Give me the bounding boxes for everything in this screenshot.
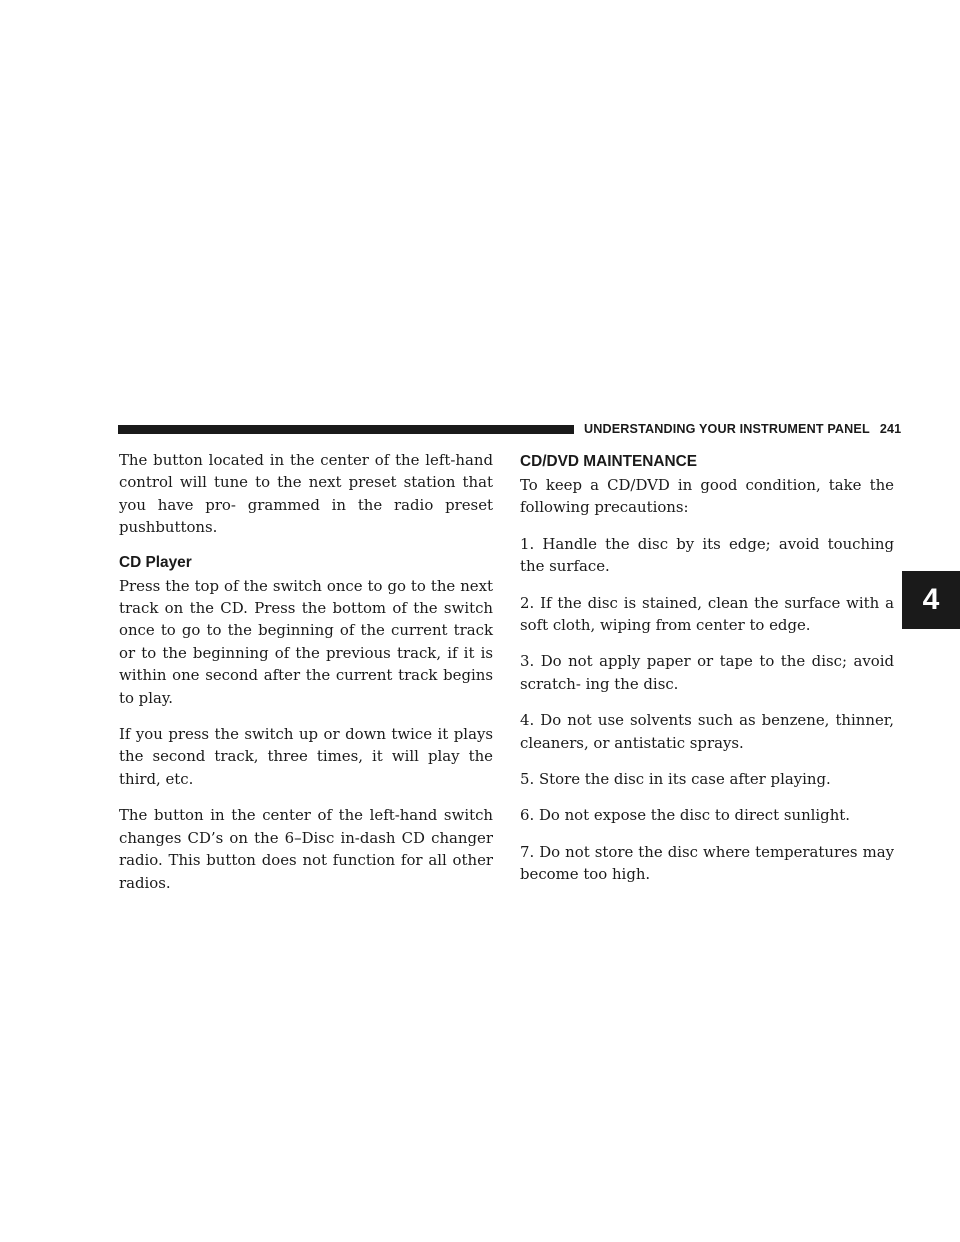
maintenance-step: 6. Do not expose the disc to direct sunlight.	[520, 806, 851, 825]
maintenance-step: 4. Do not use solvents such as benzene, thinner, cleaners, or antistatic sprays.	[520, 711, 894, 752]
cd-player-paragraph: If you press the switch up or down twice it plays the second track, three times, it will play the third, etc.	[119, 725, 493, 788]
right-column	[520, 449, 894, 900]
header-rule	[118, 425, 574, 434]
page-number: 241	[879, 422, 902, 436]
section-title: UNDERSTANDING YOUR INSTRUMENT PANEL	[584, 422, 870, 436]
maintenance-step: 1. Handle the disc by its edge; avoid touching the surface.	[520, 534, 894, 576]
cd-player-heading: CD Player	[119, 553, 192, 571]
cd-player-paragraph: The button in the center of the left-hand switch changes CD’s on the 6–Disc in-dash CD changer radio. This button does not function for all other radios.	[119, 806, 493, 892]
cd-player-paragraph: Press the top of the switch once to go to the next track on the CD. Press the bottom of the switch once to go to the beginning of the current track or to the beginning of the previous track, if it is within one second after the current track begins to play.	[119, 576, 493, 707]
chapter-tab: 4	[902, 571, 960, 629]
maintenance-heading: CD/DVD MAINTENANCE	[520, 453, 697, 470]
maintenance-intro: To keep a CD/DVD in good condition, take the following precautions:	[520, 476, 894, 517]
maintenance-step: 2. If the disc is stained, clean the surface with a soft cloth, wiping from center to edge.	[520, 593, 894, 635]
maintenance-step: 3. Do not apply paper or tape to the disc; avoid scratch- ing the disc.	[520, 652, 894, 693]
maintenance-step: 5. Store the disc in its case after playing.	[520, 770, 831, 789]
left-column	[119, 449, 493, 908]
running-header	[584, 421, 901, 437]
maintenance-step: 7. Do not store the disc where temperatures may become too high.	[520, 842, 894, 884]
preset-tuning-paragraph: The button located in the center of the left-hand control will tune to the next preset station that you have pro- grammed in the radio preset pushbuttons.	[119, 451, 493, 537]
